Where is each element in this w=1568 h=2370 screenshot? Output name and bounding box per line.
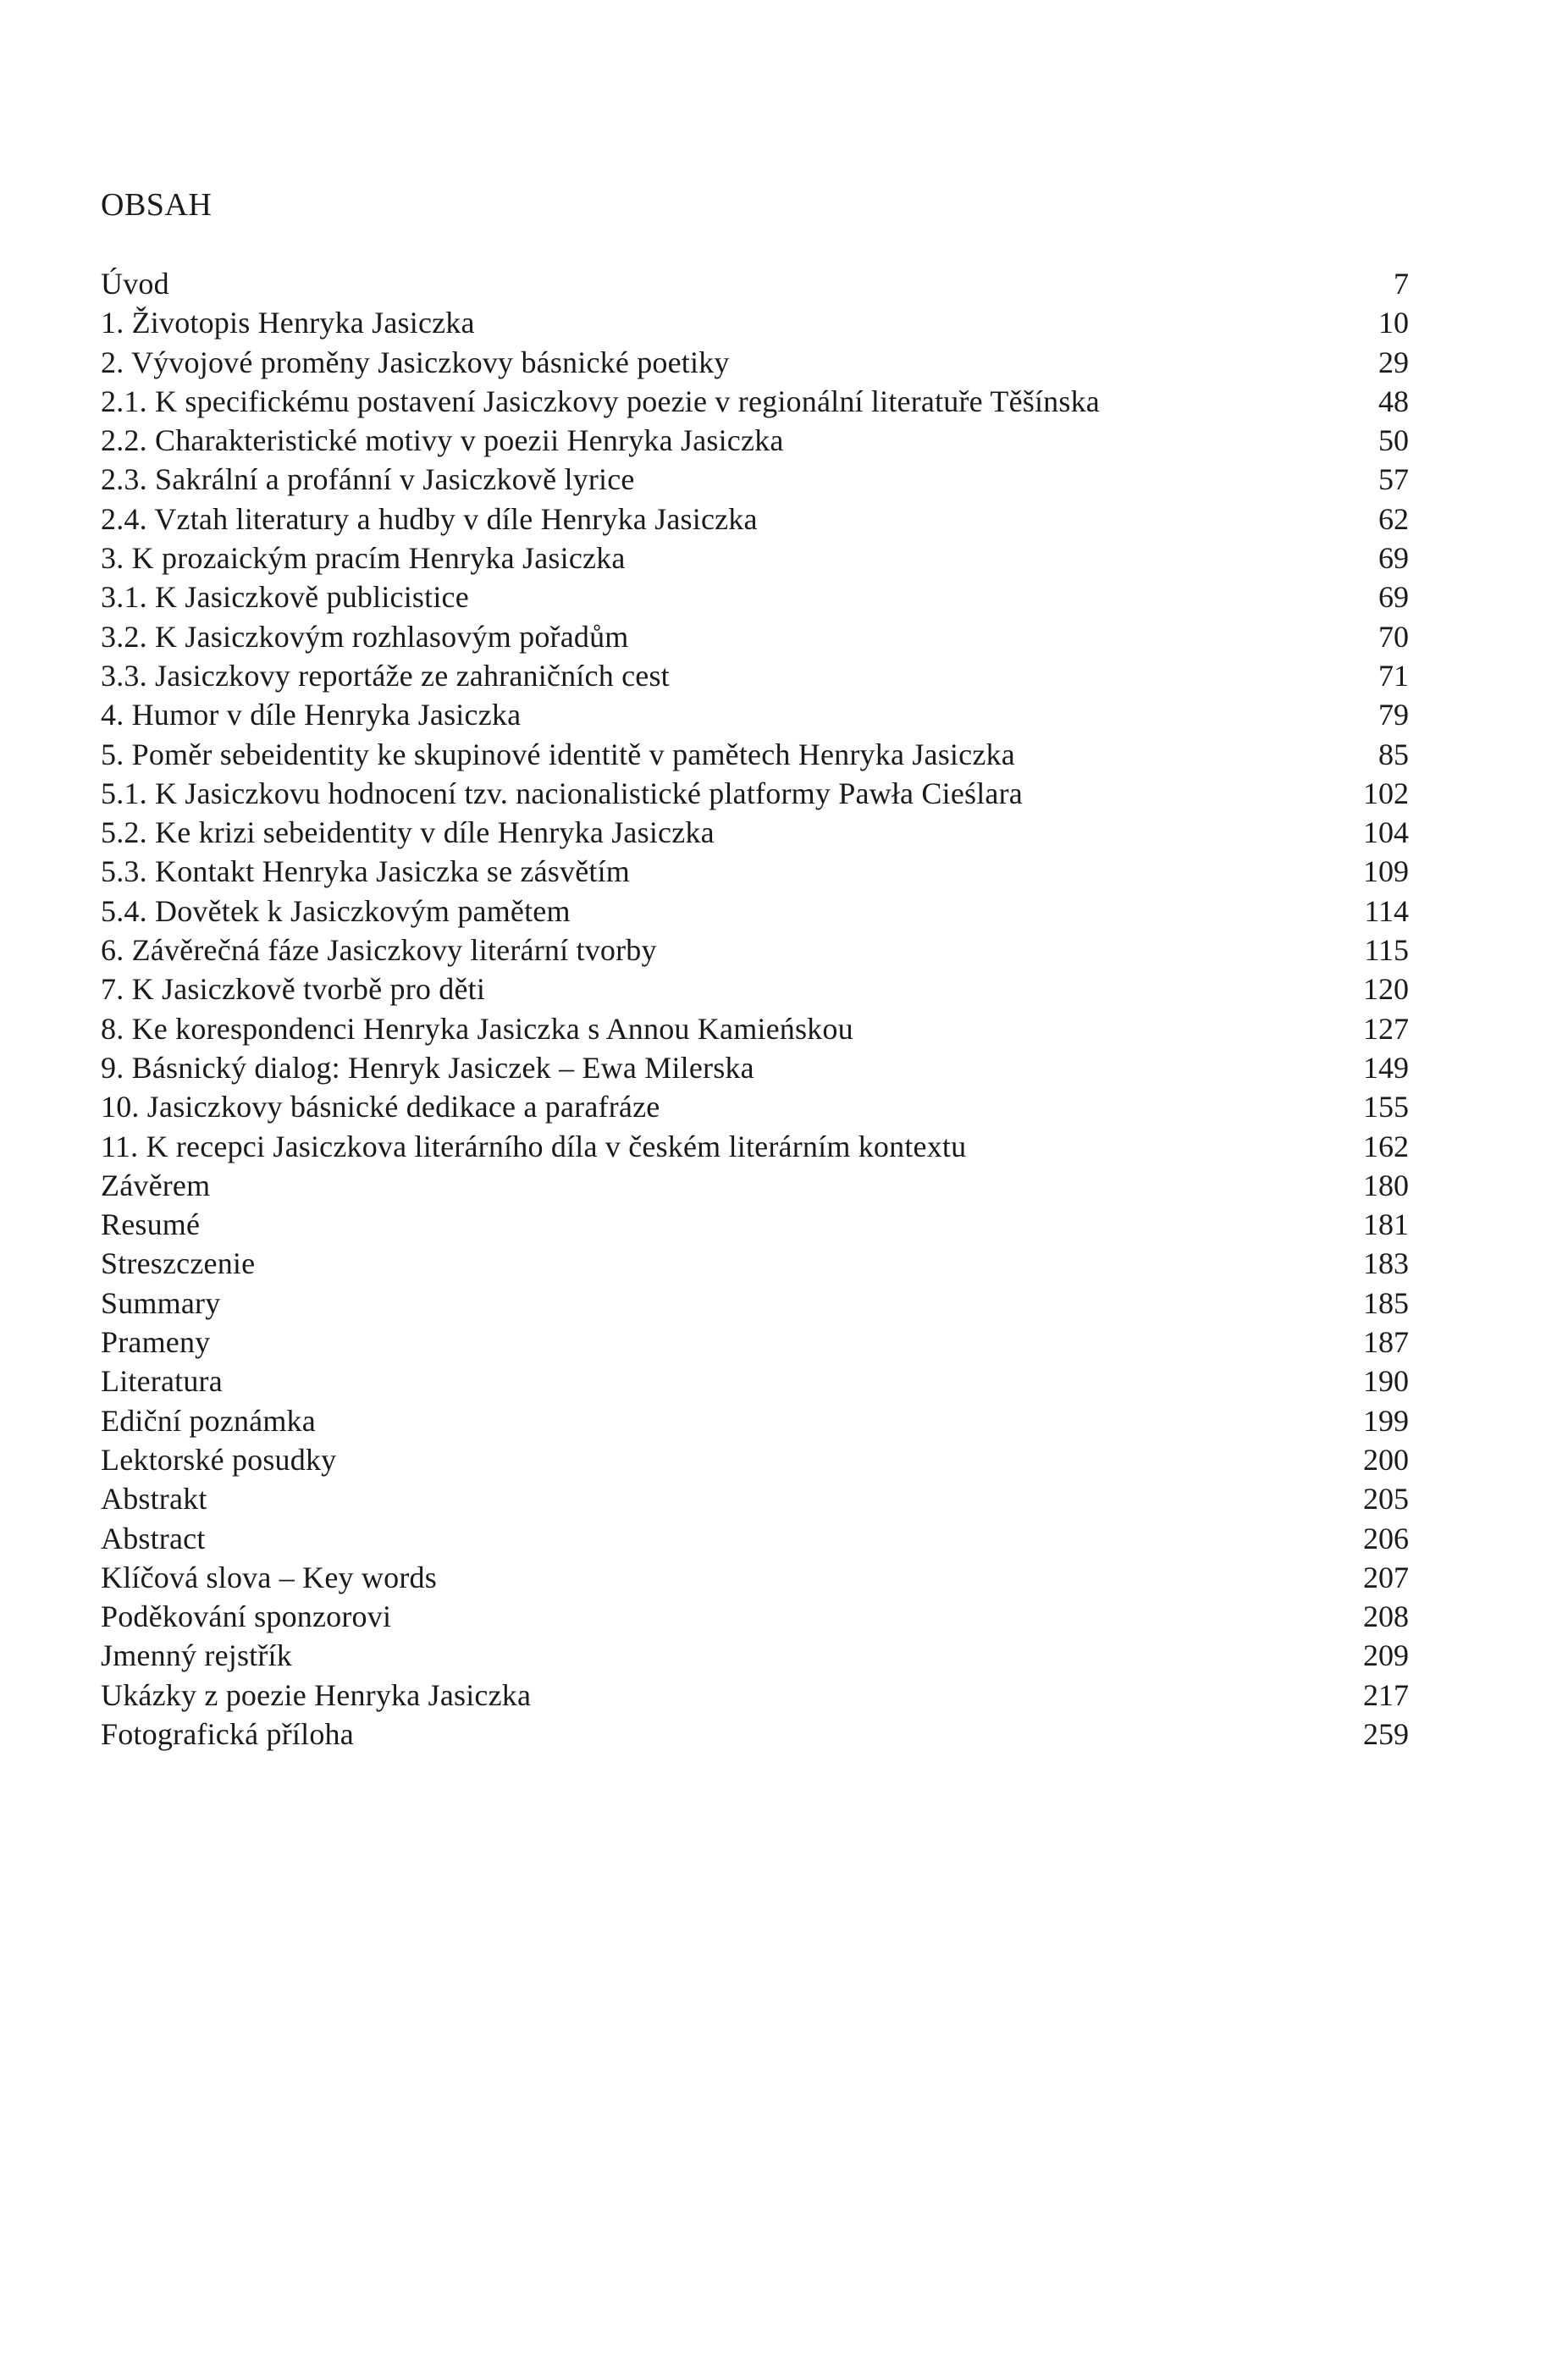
toc-entry-page-number: 162 [1363,1129,1409,1163]
toc-entry-page-number: 149 [1363,1050,1409,1085]
toc-entry-page-number: 79 [1378,698,1409,732]
toc-entry-page-number: 155 [1363,1090,1409,1124]
toc-entry [101,1205,1409,1244]
toc-entry-page-number: 7 [1394,267,1409,301]
toc-entry-page-number: 114 [1364,893,1409,928]
toc-entry [101,1401,1409,1440]
toc-entry-label: 3.3. Jasiczkovy reportáže ze zahraničních cest [101,658,670,693]
toc-entry-label: 7. K Jasiczkově tvorbě pro děti [101,972,486,1007]
toc-entry [101,343,1409,382]
toc-entry-page-number: 29 [1378,345,1409,379]
toc-entry [101,1127,1409,1166]
toc-entry-label: Ukázky z poezie Henryka Jasiczka [101,1677,532,1712]
toc-entry-label: Streszczenie [101,1246,256,1281]
toc-entry-label: Fotografická příloha [101,1716,354,1751]
toc-entry-label: Poděkování sponzorovi [101,1599,392,1634]
toc-entry-label: 5.2. Ke krizi sebeidentity v díle Henryka Jasiczka [101,815,715,850]
toc-entry-page-number: 57 [1378,462,1409,497]
toc-entry-page-number: 69 [1378,541,1409,576]
toc-entry-label: 3.2. K Jasiczkovým rozhlasovým pořadům [101,619,629,654]
toc-entry [101,892,1409,931]
toc-entry-label: 3.1. K Jasiczkově publicistice [101,580,469,615]
toc-entry-label: 2.2. Charakteristické motivy v poezii Henryka Jasiczka [101,423,784,458]
toc-entry [101,931,1409,970]
toc-entry-page-number: 199 [1363,1403,1409,1438]
toc-entry [101,1087,1409,1126]
toc-entry [101,656,1409,695]
toc-entry-label: Resumé [101,1207,201,1242]
toc-entry-label: 10. Jasiczkovy básnické dedikace a parafráze [101,1090,660,1124]
toc-entry-label: 2.1. K specifickému postavení Jasiczkovy poezie v regionální literatuře Těšínska [101,384,1100,418]
toc-entry [101,1440,1409,1479]
toc-entry-label: 6. Závěrečná fáze Jasiczkovy literární tvorby [101,933,657,968]
toc-entry-label: Klíčová slova – Key words [101,1560,437,1594]
toc-entry-label: Jmenný rejstřík [101,1638,292,1673]
toc-entry-label: 2. Vývojové proměny Jasiczkovy básnické poetiky [101,345,730,379]
toc-entry [101,617,1409,656]
toc-entry-page-number: 180 [1363,1168,1409,1202]
toc-entry-label: 9. Básnický dialog: Henryk Jasiczek – Ewa Milerska [101,1050,754,1085]
toc-entry-page-number: 187 [1363,1325,1409,1360]
toc-entry-page-number: 183 [1363,1246,1409,1281]
toc-entry-label: 5.3. Kontakt Henryka Jasiczka se zásvětím [101,854,630,889]
toc-entry-page-number: 109 [1363,854,1409,889]
toc-entry-page-number: 71 [1378,658,1409,693]
toc-entry-label: 5. Poměr sebeidentity ke skupinové identitě v pamětech Henryka Jasiczka [101,737,1015,771]
toc-entry [101,1048,1409,1087]
toc-entry [101,1479,1409,1518]
toc-entry [101,1323,1409,1362]
toc-entry-page-number: 185 [1363,1285,1409,1320]
toc-entry [101,852,1409,891]
toc-entry [101,774,1409,813]
toc-entry-page-number: 209 [1363,1638,1409,1673]
toc-entry-label: 3. K prozaickým pracím Henryka Jasiczka [101,541,626,576]
toc-entry-page-number: 102 [1363,776,1409,810]
toc-entry [101,1009,1409,1048]
toc-entry [101,460,1409,499]
toc-entry-page-number: 50 [1378,423,1409,458]
toc-entry [101,1166,1409,1205]
toc-entry-label: Abstract [101,1521,206,1555]
toc-entry [101,1715,1409,1754]
toc-entry-label: Lektorské posudky [101,1442,337,1477]
toc-entry-label: Abstrakt [101,1482,207,1516]
toc-entry-label: 8. Ke korespondenci Henryka Jasiczka s Annou Kamieńskou [101,1011,853,1046]
toc-entry-page-number: 48 [1378,384,1409,418]
toc-entry [101,695,1409,734]
toc-entry-page-number: 217 [1363,1677,1409,1712]
table-of-contents [101,264,1409,1754]
toc-entry-page-number: 205 [1363,1482,1409,1516]
toc-entry-label: 2.4. Vztah literatury a hudby v díle Henryka Jasiczka [101,501,758,536]
toc-entry-label: 2.3. Sakrální a profánní v Jasiczkově lyrice [101,462,635,497]
toc-entry [101,1676,1409,1715]
toc-entry-page-number: 104 [1363,815,1409,850]
toc-entry-page-number: 208 [1363,1599,1409,1634]
toc-entry [101,813,1409,852]
toc-entry [101,303,1409,342]
toc-entry-label: 5.4. Dovětek k Jasiczkovým pamětem [101,893,571,928]
toc-entry-label: Ediční poznámka [101,1403,316,1438]
toc-entry [101,1597,1409,1636]
toc-entry-label: 5.1. K Jasiczkovu hodnocení tzv. nacionalistické platformy Pawła Cieślara [101,776,1023,810]
toc-entry [101,539,1409,577]
toc-entry [101,1244,1409,1283]
toc-entry-page-number: 259 [1363,1716,1409,1751]
toc-entry [101,1284,1409,1323]
toc-entry [101,1636,1409,1675]
toc-entry [101,577,1409,616]
toc-entry-label: 11. K recepci Jasiczkova literárního díla v českém literárním kontextu [101,1129,967,1163]
toc-entry-page-number: 207 [1363,1560,1409,1594]
toc-entry-label: Literatura [101,1364,223,1399]
toc-entry-page-number: 190 [1363,1364,1409,1399]
toc-entry-label: Závěrem [101,1168,211,1202]
toc-entry-page-number: 115 [1364,933,1409,968]
toc-entry-page-number: 206 [1363,1521,1409,1555]
toc-entry [101,1519,1409,1558]
toc-entry-page-number: 200 [1363,1442,1409,1477]
toc-entry [101,1362,1409,1400]
toc-heading: OBSAH [101,187,213,223]
toc-entry [101,382,1409,421]
toc-entry-page-number: 120 [1363,972,1409,1007]
toc-entry-page-number: 62 [1378,501,1409,536]
toc-entry [101,500,1409,539]
toc-entry-label: Summary [101,1285,221,1320]
toc-entry [101,970,1409,1008]
toc-entry-page-number: 69 [1378,580,1409,615]
toc-entry-label: 1. Životopis Henryka Jasiczka [101,306,475,340]
toc-entry-page-number: 127 [1363,1011,1409,1046]
toc-entry [101,421,1409,460]
toc-entry-page-number: 10 [1378,306,1409,340]
toc-entry-page-number: 181 [1363,1207,1409,1242]
toc-entry-label: Prameny [101,1325,211,1360]
toc-entry-page-number: 70 [1378,619,1409,654]
toc-entry [101,735,1409,774]
toc-entry-label: Úvod [101,267,169,301]
toc-entry-page-number: 85 [1378,737,1409,771]
toc-entry [101,264,1409,303]
toc-entry [101,1558,1409,1597]
toc-entry-label: 4. Humor v díle Henryka Jasiczka [101,698,522,732]
